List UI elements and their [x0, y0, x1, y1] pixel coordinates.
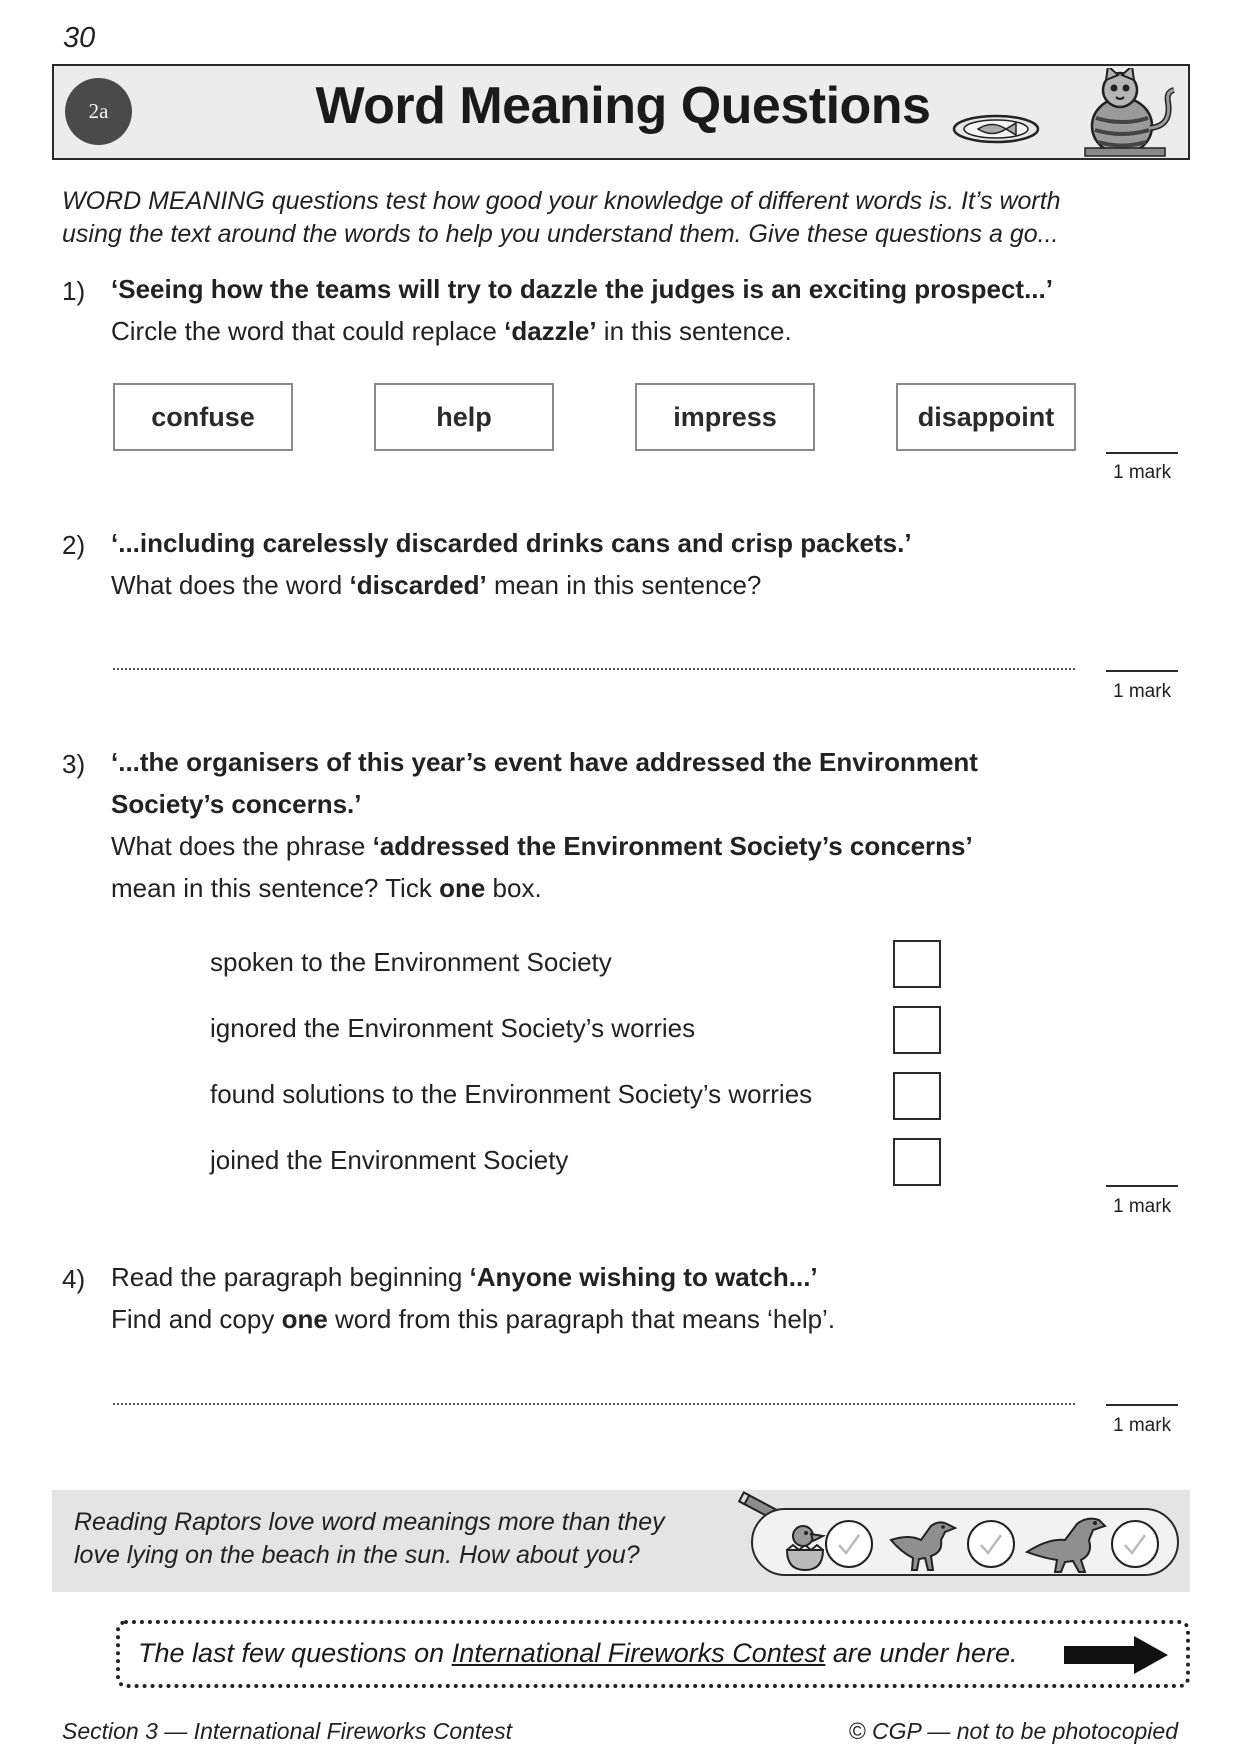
continuation-link: International Fireworks Contest [451, 1638, 826, 1668]
question-2-quote: ‘...including carelessly discarded drinks cans and crisp packets.’ [111, 528, 912, 558]
tick-box-1[interactable] [893, 940, 941, 988]
question-2-prompt [111, 564, 1151, 606]
question-2-prompt-end: mean in this sentence? [486, 570, 762, 600]
raptor-line-2: love lying on the beach in the sun. How about you? [74, 1541, 640, 1569]
section-badge: 2a [65, 78, 132, 145]
question-4-text: Read the paragraph beginning [111, 1262, 470, 1292]
question-3-prompt-end: box. [485, 873, 542, 903]
question-4-line-2 [111, 1298, 1151, 1340]
tick-circle-1[interactable] [825, 1520, 873, 1568]
question-1-number: 1) [62, 276, 86, 306]
answer-line-4[interactable] [113, 1403, 1075, 1405]
question-3-prompt-text: What does the phrase [111, 831, 373, 861]
question-2-prompt-text: What does the word [111, 570, 350, 600]
tick-icon [969, 1522, 1013, 1566]
tick-icon [827, 1522, 871, 1566]
tick-circle-3[interactable] [1111, 1520, 1159, 1568]
tick-box-4[interactable] [893, 1138, 941, 1186]
question-3-prompt-line-1 [111, 825, 1151, 867]
mark-label-3: 1 mark [1113, 1196, 1172, 1217]
question-1-quote: ‘Seeing how the teams will try to dazzle the judges is an exciting prospect...’ [111, 274, 1053, 304]
question-4 [111, 1256, 1151, 1340]
big-raptor-icon [1025, 1512, 1109, 1574]
arrow-right-icon [1062, 1634, 1170, 1676]
raptor-icon [887, 1516, 963, 1572]
continuation-text [138, 1638, 1017, 1669]
question-1-prompt [111, 310, 1151, 352]
raptor-line-1: Reading Raptors love word meanings more than they [74, 1508, 665, 1536]
question-2 [111, 522, 1151, 606]
question-4-text-end: word from this paragraph that means ‘help’. [327, 1304, 836, 1334]
choice-label-1: spoken to the Environment Society [210, 947, 612, 977]
question-1-keyword: ‘dazzle’ [504, 316, 597, 346]
option-help[interactable]: help [374, 383, 554, 451]
question-3-prompt-text-2: mean in this sentence? Tick [111, 873, 440, 903]
question-4-number: 4) [62, 1264, 86, 1294]
raptor-progress-pill [751, 1508, 1179, 1576]
intro-text [62, 185, 1142, 251]
continuation-note [116, 1620, 1190, 1688]
question-4-line-1 [111, 1256, 1151, 1298]
footer-section-label: Section 3 — International Fireworks Contest [62, 1718, 512, 1744]
question-4-text-2: Find and copy [111, 1304, 282, 1334]
mark-label-4: 1 mark [1113, 1415, 1172, 1436]
page-title: Word Meaning Questions [315, 77, 931, 135]
raptor-message [74, 1506, 724, 1572]
mark-line-2 [1106, 670, 1178, 672]
choice-label-2: ignored the Environment Society’s worries [210, 1013, 696, 1043]
choice-label-3: found solutions to the Environment Society’s worries [210, 1079, 813, 1109]
question-3-quote-line-1: ‘...the organisers of this year’s event have addressed the Environment [111, 747, 978, 777]
question-2-keyword: ‘discarded’ [349, 570, 487, 600]
question-3-number: 3) [62, 749, 86, 779]
footer-copyright: © CGP — not to be photocopied [848, 1718, 1178, 1744]
question-2-number: 2) [62, 530, 86, 560]
mark-label-2: 1 mark [1113, 681, 1172, 702]
question-3-prompt-line-2 [111, 867, 1151, 909]
intro-line-1: WORD MEANING questions test how good your knowledge of different words is. It’s worth [62, 187, 1061, 215]
answer-line-2[interactable] [113, 668, 1075, 670]
page-number: 30 [63, 22, 96, 54]
mark-line-4 [1106, 1404, 1178, 1406]
mark-line-3 [1106, 1185, 1178, 1187]
continuation-text-b: are under here. [825, 1638, 1018, 1668]
question-4-one: one [281, 1304, 328, 1334]
question-1-prompt-text: Circle the word that could replace [111, 316, 505, 346]
question-3-keyphrase: ‘addressed the Environment Society’s concerns’ [372, 831, 973, 861]
option-impress[interactable]: impress [635, 383, 815, 451]
question-3 [111, 741, 1151, 909]
option-confuse[interactable]: confuse [113, 383, 293, 451]
tick-icon [1113, 1522, 1157, 1566]
question-1-prompt-end: in this sentence. [596, 316, 792, 346]
mark-line-1 [1106, 452, 1178, 454]
choice-label-4: joined the Environment Society [210, 1145, 569, 1175]
tick-circle-2[interactable] [967, 1520, 1015, 1568]
tick-box-2[interactable] [893, 1006, 941, 1054]
option-disappoint[interactable]: disappoint [896, 383, 1076, 451]
question-1 [111, 268, 1151, 352]
tick-box-3[interactable] [893, 1072, 941, 1120]
intro-line-2: using the text around the words to help you understand them. Give these questions a go... [62, 220, 1059, 248]
question-3-quote-line-2: Society’s concerns.’ [111, 789, 362, 819]
cat-with-fish-plate-icon [950, 68, 1180, 158]
question-4-quote: ‘Anyone wishing to watch...’ [469, 1262, 818, 1292]
continuation-text-a: The last few questions on [138, 1638, 452, 1668]
section-header [52, 64, 1190, 160]
question-3-one: one [439, 873, 486, 903]
mark-label-1: 1 mark [1113, 462, 1172, 483]
reading-raptors-panel [52, 1490, 1190, 1592]
